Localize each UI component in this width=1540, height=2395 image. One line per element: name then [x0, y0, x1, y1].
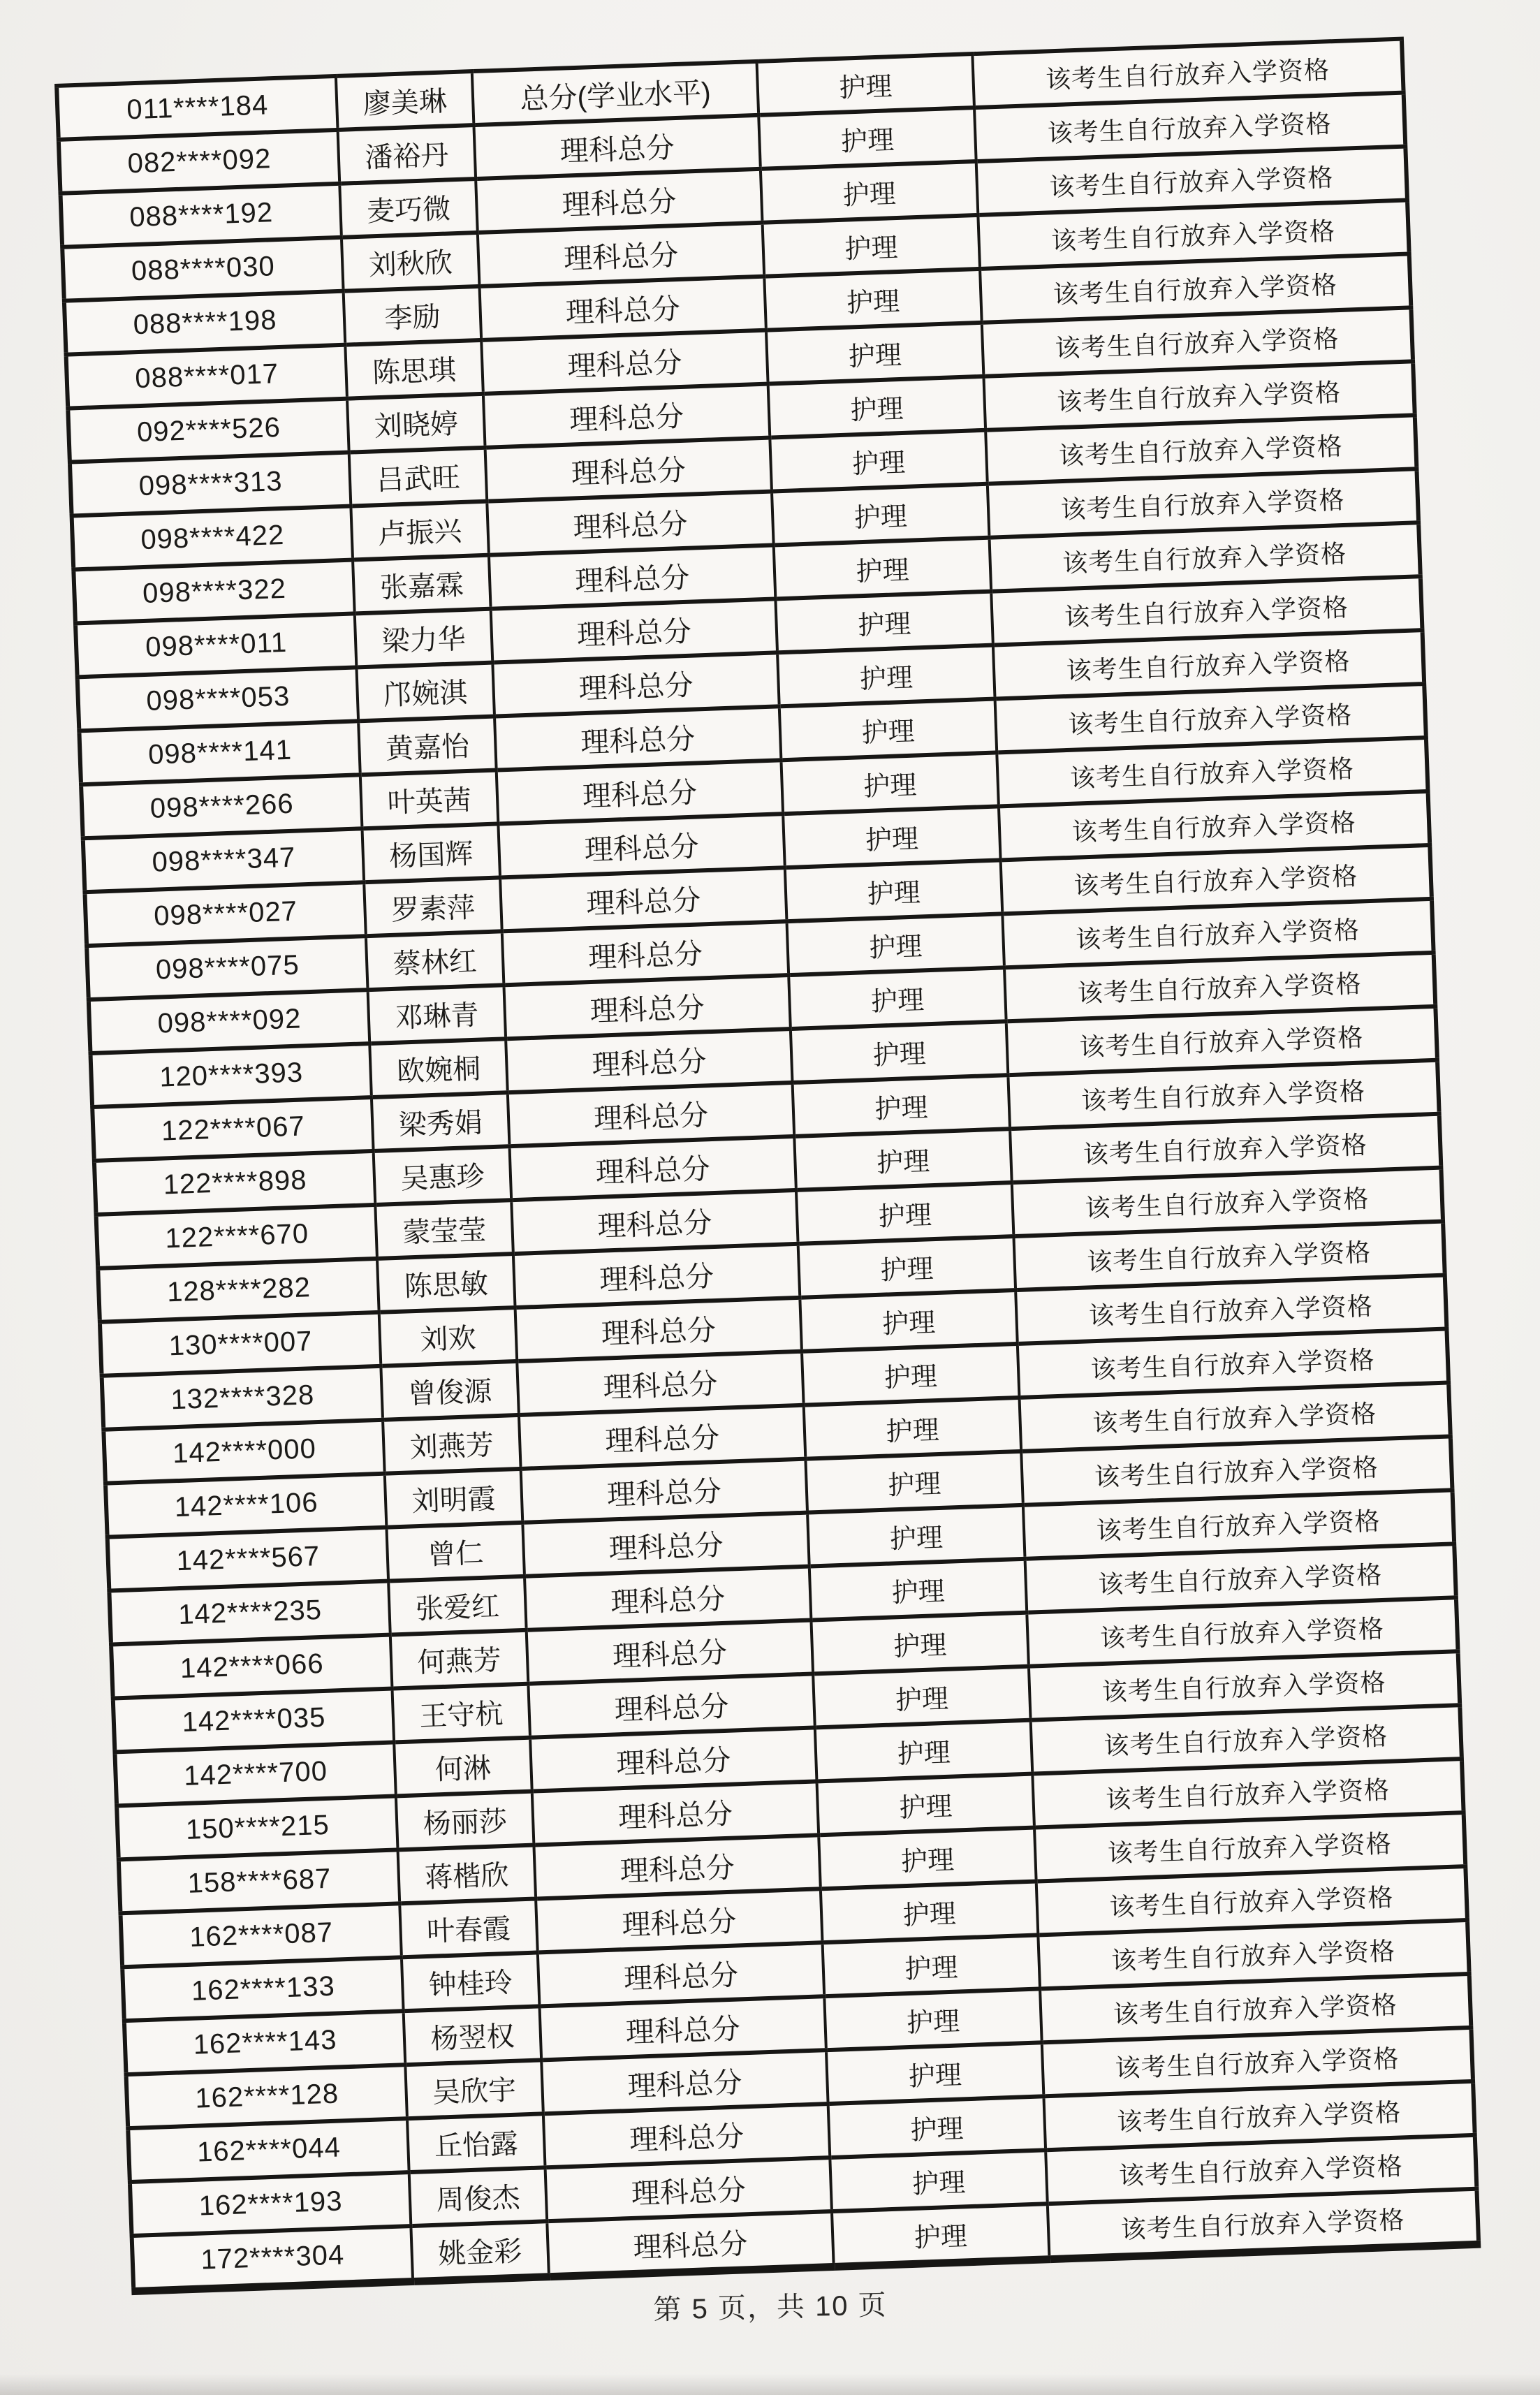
status-cell: 该考生自行放弃入学资格 — [1048, 2189, 1479, 2259]
candidate-id-cell: 132****328 — [102, 1366, 383, 1430]
status-cell: 该考生自行放弃入学资格 — [978, 200, 1409, 269]
score-type-cell: 理科总分 — [530, 1727, 816, 1791]
status-cell: 该考生自行放弃入学资格 — [1013, 1222, 1444, 1290]
major-cell: 护理 — [826, 2042, 1043, 2104]
candidate-id-cell: 142****035 — [113, 1689, 394, 1752]
major-cell: 护理 — [758, 108, 976, 169]
score-type-cell: 理科总分 — [543, 2104, 830, 2167]
candidate-name-cell: 吴欣宇 — [405, 2060, 543, 2118]
score-type-cell: 理科总分 — [534, 1835, 820, 1898]
candidate-id-cell: 088****192 — [60, 184, 341, 247]
major-cell: 护理 — [791, 1021, 1008, 1083]
page-number-text: 第 5 页，共 10 页 — [652, 2290, 888, 2326]
score-type-cell: 理科总分 — [489, 545, 775, 608]
major-cell: 护理 — [813, 1667, 1030, 1728]
candidate-id-cell: 098****322 — [73, 560, 354, 624]
status-cell: 该考生自行放弃入学资格 — [985, 415, 1416, 483]
status-cell: 该考生自行放弃入学资格 — [1018, 1329, 1449, 1398]
score-type-cell: 理科总分 — [500, 867, 786, 931]
major-cell: 护理 — [772, 484, 989, 545]
major-cell: 护理 — [830, 2150, 1047, 2211]
major-cell: 护理 — [770, 430, 987, 492]
candidate-name-cell: 陈思琪 — [345, 340, 483, 399]
candidate-name-cell: 卢振兴 — [351, 501, 489, 560]
score-type-cell: 理科总分 — [521, 1459, 807, 1523]
status-cell: 该考生自行放弃入学资格 — [1006, 1006, 1437, 1075]
candidate-id-cell: 128****282 — [98, 1259, 379, 1322]
candidate-id-cell: 158****687 — [119, 1850, 399, 1913]
score-type-cell: 理科总分 — [517, 1352, 803, 1415]
score-type-cell: 理科总分 — [539, 1996, 826, 2060]
candidate-name-cell: 杨国辉 — [362, 823, 500, 882]
table-skew-wrap — [54, 37, 1481, 2296]
major-cell: 护理 — [779, 699, 997, 761]
candidate-name-cell: 王守杭 — [392, 1684, 530, 1743]
candidate-id-cell: 098****141 — [79, 721, 360, 784]
candidate-id-cell: 088****017 — [66, 345, 347, 409]
candidate-name-cell: 张嘉霖 — [353, 555, 491, 614]
major-cell: 护理 — [819, 1828, 1036, 1889]
status-cell: 该考生自行放弃入学资格 — [1032, 1759, 1463, 1827]
candidate-id-cell: 162****128 — [126, 2065, 407, 2128]
candidate-id-cell: 120****393 — [90, 1043, 371, 1107]
candidate-name-cell: 蒋楷欣 — [398, 1845, 536, 1904]
status-cell: 该考生自行放弃入学资格 — [1025, 1544, 1456, 1612]
candidate-id-cell: 142****000 — [103, 1420, 384, 1484]
major-cell: 护理 — [786, 914, 1004, 975]
scan-bottom-edge-shadow — [0, 2374, 1540, 2395]
candidate-id-cell: 098****313 — [70, 453, 351, 516]
status-cell: 该考生自行放弃入学资格 — [1023, 1490, 1454, 1558]
score-type-cell: 理科总分 — [504, 975, 790, 1039]
candidate-name-cell: 陈思敏 — [377, 1254, 515, 1312]
score-type-cell: 理科总分 — [498, 814, 784, 877]
score-type-cell: 理科总分 — [536, 1889, 822, 1952]
status-cell: 该考生自行放弃入学资格 — [1008, 1060, 1439, 1129]
candidate-id-cell: 092****526 — [68, 399, 349, 462]
score-type-cell: 理科总分 — [491, 599, 777, 662]
major-cell: 护理 — [783, 806, 1000, 867]
candidate-id-cell: 088****198 — [64, 291, 345, 355]
status-cell: 该考生自行放弃入学资格 — [1036, 1866, 1467, 1935]
score-type-cell: 理科总分 — [541, 2050, 828, 2114]
candidate-id-cell: 172****304 — [132, 2226, 413, 2291]
status-cell: 该考生自行放弃入学资格 — [1012, 1168, 1443, 1236]
candidate-name-cell: 丘怡露 — [407, 2114, 545, 2172]
candidate-name-cell: 刘欢 — [379, 1308, 518, 1366]
major-cell: 护理 — [766, 323, 983, 384]
status-cell: 该考生自行放弃入学资格 — [1046, 2135, 1476, 2204]
candidate-name-cell: 罗素萍 — [364, 877, 502, 936]
major-cell: 护理 — [793, 1075, 1010, 1136]
status-cell: 该考生自行放弃入学资格 — [1002, 899, 1433, 967]
status-cell: 该考生自行放弃入学资格 — [991, 576, 1422, 645]
status-cell: 该考生自行放弃入学资格 — [1004, 953, 1435, 1021]
score-type-cell: 理科总分 — [492, 652, 779, 716]
major-cell: 护理 — [775, 592, 992, 653]
candidate-name-cell: 邝婉淇 — [356, 663, 494, 722]
candidate-id-cell: 162****087 — [120, 1903, 401, 1967]
major-cell: 护理 — [802, 1344, 1019, 1405]
major-cell: 护理 — [804, 1398, 1021, 1459]
candidate-id-cell: 142****235 — [109, 1581, 390, 1645]
candidate-name-cell: 吕武旺 — [349, 448, 487, 506]
major-cell: 护理 — [823, 1935, 1040, 1996]
status-cell: 该考生自行放弃入学资格 — [999, 791, 1430, 860]
score-type-cell: 理科总分 — [476, 169, 762, 233]
status-cell: 该考生自行放弃入学资格 — [983, 361, 1414, 430]
candidate-id-cell: 142****066 — [111, 1635, 392, 1699]
candidate-id-cell: 122****670 — [96, 1205, 377, 1268]
status-cell: 该考生自行放弃入学资格 — [1034, 1812, 1465, 1881]
score-type-cell: 理科总分 — [479, 277, 765, 340]
score-type-cell: 理科总分 — [474, 115, 760, 179]
candidate-name-cell: 邓琳青 — [368, 985, 506, 1043]
major-cell: 护理 — [805, 1451, 1022, 1513]
status-cell: 该考生自行放弃入学资格 — [1010, 1114, 1441, 1182]
candidate-id-cell: 162****133 — [122, 1957, 403, 2021]
candidate-name-cell: 姚金彩 — [411, 2221, 549, 2281]
status-cell: 该考生自行放弃入学资格 — [976, 147, 1407, 215]
candidate-id-cell: 142****106 — [105, 1474, 386, 1537]
status-cell: 该考生自行放弃入学资格 — [1001, 845, 1432, 914]
candidate-id-cell: 098****075 — [87, 936, 367, 999]
score-type-cell: 理科总分 — [494, 706, 781, 770]
candidate-name-cell: 叶英茜 — [360, 770, 499, 829]
candidate-id-cell: 011****184 — [57, 76, 337, 140]
status-cell: 该考生自行放弃入学资格 — [1015, 1275, 1446, 1344]
candidate-name-cell: 何淋 — [394, 1738, 532, 1796]
candidate-name-cell: 欧婉桐 — [369, 1039, 508, 1097]
status-cell: 该考生自行放弃入学资格 — [982, 307, 1413, 376]
score-type-cell: 理科总分 — [545, 2158, 832, 2221]
candidate-id-cell: 142****700 — [115, 1742, 395, 1806]
score-type-cell: 理科总分 — [478, 223, 764, 286]
major-cell: 护理 — [763, 215, 980, 277]
major-cell: 护理 — [821, 1882, 1038, 1943]
major-cell: 护理 — [800, 1290, 1017, 1352]
page-footer — [652, 2283, 887, 2327]
score-type-cell: 理科总分 — [532, 1781, 819, 1845]
score-type-cell: 理科总分 — [483, 384, 770, 448]
candidate-name-cell: 吴惠珍 — [374, 1146, 512, 1205]
candidate-id-cell: 098****347 — [83, 828, 364, 892]
candidate-name-cell: 麦巧微 — [339, 179, 478, 237]
score-type-cell: 理科总分 — [508, 1083, 794, 1146]
major-cell: 护理 — [811, 1613, 1028, 1674]
candidate-id-cell: 098****027 — [85, 882, 365, 946]
major-cell: 护理 — [781, 752, 998, 814]
status-cell: 该考生自行放弃入学资格 — [1021, 1436, 1452, 1504]
major-cell: 护理 — [796, 1182, 1013, 1244]
candidate-name-cell: 刘明霞 — [385, 1469, 523, 1528]
score-type-cell: 理科总分 — [525, 1567, 811, 1630]
candidate-name-cell: 廖美琳 — [336, 71, 474, 130]
candidate-name-cell: 杨丽莎 — [396, 1792, 534, 1850]
score-type-cell: 理科总分 — [538, 1942, 824, 2006]
admission-waiver-table — [54, 37, 1481, 2296]
score-type-cell: 理科总分 — [502, 921, 789, 985]
major-cell: 护理 — [832, 2204, 1050, 2266]
candidate-id-cell: 098****092 — [89, 990, 369, 1053]
candidate-name-cell: 何燕芳 — [390, 1630, 529, 1689]
candidate-name-cell: 蒙莹莹 — [375, 1200, 513, 1259]
major-cell: 护理 — [789, 967, 1006, 1029]
status-cell: 该考生自行放弃入学资格 — [997, 738, 1428, 806]
candidate-id-cell: 122****067 — [92, 1097, 373, 1161]
candidate-name-cell: 李励 — [344, 286, 482, 345]
candidate-id-cell: 098****422 — [72, 506, 353, 570]
candidate-id-cell: 088****030 — [62, 237, 343, 301]
status-cell: 该考生自行放弃入学资格 — [972, 39, 1403, 108]
candidate-id-cell: 162****143 — [124, 2011, 405, 2074]
score-type-cell: 理科总分 — [485, 438, 772, 501]
status-cell: 该考生自行放弃入学资格 — [1043, 2081, 1474, 2150]
score-type-cell: 总分(学业水平) — [472, 61, 758, 125]
status-cell: 该考生自行放弃入学资格 — [989, 522, 1420, 591]
score-type-cell: 理科总分 — [511, 1190, 798, 1254]
status-cell: 该考生自行放弃入学资格 — [1031, 1705, 1462, 1773]
candidate-id-cell: 098****266 — [81, 775, 362, 838]
candidate-name-cell: 黄嘉怡 — [358, 717, 497, 775]
score-type-cell: 理科总分 — [497, 760, 783, 823]
major-cell: 护理 — [794, 1129, 1011, 1190]
candidate-name-cell: 钟桂玲 — [402, 1952, 540, 2011]
candidate-id-cell: 098****011 — [75, 613, 356, 677]
score-type-cell: 理科总分 — [513, 1244, 800, 1308]
status-cell: 该考生自行放弃入学资格 — [1042, 2028, 1473, 2096]
candidate-name-cell: 杨翌权 — [404, 2006, 542, 2065]
score-type-cell: 理科总分 — [481, 330, 768, 394]
candidate-name-cell: 梁秀娟 — [372, 1092, 510, 1151]
status-cell: 该考生自行放弃入学资格 — [980, 254, 1411, 322]
candidate-name-cell: 蔡林红 — [366, 931, 504, 990]
major-cell: 护理 — [816, 1774, 1034, 1836]
major-cell: 护理 — [798, 1236, 1015, 1298]
major-cell: 护理 — [824, 1988, 1041, 2050]
major-cell: 护理 — [756, 54, 974, 115]
table-body — [57, 39, 1479, 2292]
score-type-cell: 理科总分 — [547, 2211, 834, 2277]
score-type-cell: 理科总分 — [509, 1136, 795, 1200]
score-type-cell: 理科总分 — [527, 1620, 813, 1684]
status-cell: 该考生自行放弃入学资格 — [1038, 1920, 1469, 1988]
major-cell: 护理 — [768, 376, 985, 438]
major-cell: 护理 — [774, 538, 991, 599]
candidate-id-cell: 098****053 — [78, 667, 358, 731]
status-cell: 该考生自行放弃入学资格 — [974, 93, 1405, 161]
candidate-name-cell: 潘裕丹 — [338, 125, 476, 184]
candidate-name-cell: 张爱红 — [388, 1576, 527, 1635]
status-cell: 该考生自行放弃入学资格 — [993, 630, 1424, 698]
candidate-id-cell: 082****092 — [59, 130, 339, 193]
score-type-cell: 理科总分 — [528, 1673, 814, 1737]
major-cell: 护理 — [785, 860, 1002, 921]
major-cell: 护理 — [828, 2096, 1046, 2158]
candidate-id-cell: 130****007 — [100, 1312, 381, 1376]
candidate-id-cell: 150****215 — [117, 1796, 397, 1859]
candidate-name-cell: 曾俊源 — [381, 1361, 519, 1420]
candidate-id-cell: 122****898 — [94, 1151, 375, 1215]
score-type-cell: 理科总分 — [487, 492, 773, 555]
candidate-name-cell: 曾仁 — [386, 1523, 525, 1581]
candidate-id-cell: 162****193 — [130, 2172, 411, 2236]
status-cell: 该考生自行放弃入学资格 — [988, 469, 1418, 537]
status-cell: 该考生自行放弃入学资格 — [1029, 1651, 1460, 1720]
candidate-id-cell: 142****567 — [108, 1528, 388, 1591]
status-cell: 该考生自行放弃入学资格 — [995, 684, 1426, 752]
score-type-cell: 理科总分 — [506, 1029, 792, 1092]
candidate-name-cell: 刘秋欣 — [342, 233, 480, 291]
candidate-name-cell: 周俊杰 — [409, 2167, 548, 2226]
score-type-cell: 理科总分 — [522, 1513, 809, 1576]
candidate-name-cell: 梁力华 — [355, 609, 493, 668]
status-cell: 该考生自行放弃入学资格 — [1027, 1597, 1458, 1666]
candidate-name-cell: 刘燕芳 — [383, 1415, 521, 1474]
major-cell: 护理 — [777, 645, 995, 707]
major-cell: 护理 — [809, 1559, 1027, 1620]
score-type-cell: 理科总分 — [515, 1298, 802, 1361]
candidate-name-cell: 刘晓婷 — [347, 394, 485, 453]
major-cell: 护理 — [764, 269, 981, 330]
major-cell: 护理 — [807, 1505, 1025, 1567]
candidate-id-cell: 162****044 — [128, 2118, 409, 2182]
candidate-name-cell: 叶春霞 — [399, 1899, 538, 1958]
status-cell: 该考生自行放弃入学资格 — [1040, 1974, 1471, 2042]
major-cell: 护理 — [815, 1720, 1032, 1782]
score-type-cell: 理科总分 — [519, 1405, 805, 1469]
major-cell: 护理 — [761, 161, 978, 223]
status-cell: 该考生自行放弃入学资格 — [1019, 1382, 1450, 1451]
